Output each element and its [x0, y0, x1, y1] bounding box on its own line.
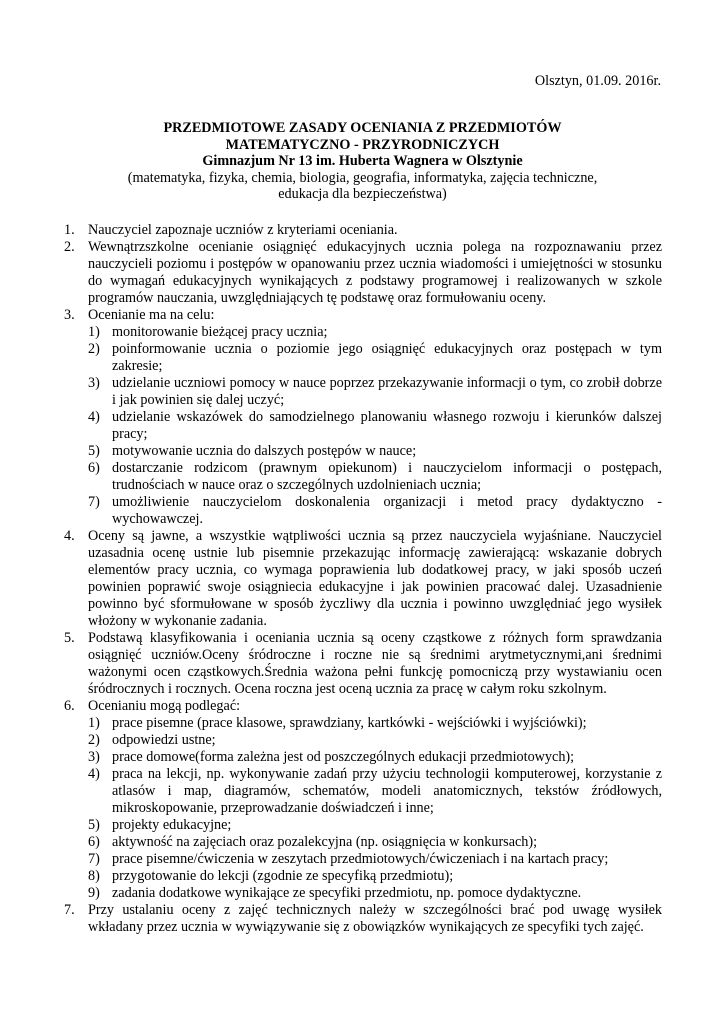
sub-list-number: 3): [88, 749, 100, 765]
sub-list-text: prace domowe(forma zależna jest od poszczególnych edukacji przedmiotowych);: [112, 749, 575, 765]
document-title: [0, 120, 725, 203]
sub-list-number: 9): [88, 885, 100, 901]
title-line-2: MATEMATYCZNO - PRZYRODNICZYCH: [225, 136, 500, 153]
sub-list-text: motywowanie ucznia do dalszych postępów w nauce;: [112, 443, 417, 459]
list-number: 2.: [64, 239, 75, 255]
sub-list-number: 2): [88, 732, 100, 748]
sub-list-number: 2): [88, 341, 100, 357]
sub-list-number: 5): [88, 817, 100, 833]
list-text: Podstawą klasyfikowania i oceniania ucznia są oceny cząstkowe z różnych form sprawdzania osiągnięć uczniów.Oceny śródroczne i roczne nie są średnimi arytmetycznymi,ani średnimi ważonymi ocen cząstkowych.Średnia ważona pełni funkcję pomocniczą przy wystawianiu ocen śródrocznych i rocznych. Ocena roczna jest oceną ucznia za pracę w całym roku szkolnym.: [88, 630, 662, 697]
sub-list-text: zadania dodatkowe wynikające ze specyfiki przedmiotu, np. pomoce dydaktyczne.: [112, 885, 582, 901]
list-number: 4.: [64, 528, 75, 544]
sub-list-item: [64, 834, 662, 851]
sub-list-number: 7): [88, 851, 100, 867]
list-item: [64, 698, 662, 715]
sub-list-item: [64, 341, 662, 375]
sub-list-number: 6): [88, 834, 100, 850]
sub-list-text: udzielanie wskazówek do samodzielnego planowaniu własnego rozwoju i kierunków dalszej pracy;: [112, 409, 662, 442]
sub-list-number: 4): [88, 409, 100, 425]
sub-list-number: 7): [88, 494, 100, 510]
sub-list-item: [64, 715, 662, 732]
sub-list-item: [64, 732, 662, 749]
list-number: 6.: [64, 698, 75, 714]
sub-list-text: aktywność na zajęciach oraz pozalekcyjna (np. osiągnięcia w konkursach);: [112, 834, 538, 850]
document-date: Olsztyn, 01.09. 2016r.: [534, 73, 661, 89]
sub-list-text: umożliwienie nauczycielom doskonalenia organizacji i metod pracy dydaktyczno - wychowawczej.: [112, 494, 662, 527]
sub-list-item: [64, 375, 662, 409]
sub-list-text: prace pisemne (prace klasowe, sprawdziany, kartkówki - wejściówki i wyjściówki);: [112, 715, 587, 731]
list-item: [64, 630, 662, 698]
list-number: 3.: [64, 307, 75, 323]
title-line-5: edukacja dla bezpieczeństwa): [278, 186, 447, 202]
list-text: Przy ustalaniu oceny z zajęć technicznych należy w szczególności brać pod uwagę wysiłek wkładany przez ucznia w wywiązywanie się z obowiązków wynikających ze specyfiki tych zajęć.: [88, 902, 662, 935]
list-number: 5.: [64, 630, 75, 646]
sub-list-text: monitorowanie bieżącej pracy ucznia;: [112, 324, 328, 340]
sub-list-item: [64, 409, 662, 443]
list-number: 1.: [64, 222, 75, 238]
title-line-4: (matematyka, fizyka, chemia, biologia, geografia, informatyka, zajęcia techniczne,: [127, 169, 598, 186]
document-body: [64, 222, 662, 936]
list-item: [64, 528, 662, 630]
sub-list-item: [64, 443, 662, 460]
sub-list-text: prace pisemne/ćwiczenia w zeszytach przedmiotowych/ćwiczeniach i na kartach pracy;: [112, 851, 609, 867]
list-number: 7.: [64, 902, 75, 918]
sub-list-text: odpowiedzi ustne;: [112, 732, 216, 748]
sub-list-item: [64, 324, 662, 341]
list-text: Oceny są jawne, a wszystkie wątpliwości ucznia są przez nauczyciela wyjaśniane. Nauczyciel uzasadnia ocenę ustnie lub pisemnie przekazując informację zawierającą: wskazanie dobrych elementów pracy ucznia, co wymaga poprawienia lub dodatkowej pracy, w jaki sposób uczeń powinien poprawić swoje osiągniecia edukacyjne i jak powinien pracować dalej. Uzasadnienie powinno być sformułowane w sposób życzliwy dla ucznia i powinno uwzględniać jego wysiłek włożony w wykonanie zadania.: [88, 528, 662, 629]
list-item: [64, 239, 662, 307]
sub-list-item: [64, 851, 662, 868]
sub-list-text: poinformowanie ucznia o poziomie jego osiągnięć edukacyjnych oraz postępach w tym zakresie;: [112, 341, 662, 374]
sub-list-number: 3): [88, 375, 100, 391]
list-text: Ocenianie ma na celu:: [88, 307, 215, 323]
sub-list-text: udzielanie uczniowi pomocy w nauce poprzez przekazywanie informacji o tym, co zrobił dobrze i jak powinien się dalej uczyć;: [112, 375, 662, 408]
sub-list-item: [64, 494, 662, 528]
sub-list-text: dostarczanie rodzicom (prawnym opiekunom) i nauczycielom informacji o postępach, trudnościach w nauce oraz o szczególnych uzdolnieniach ucznia;: [112, 460, 662, 493]
sub-list-item: [64, 868, 662, 885]
sub-list-item: [64, 460, 662, 494]
sub-list-text: projekty edukacyjne;: [112, 817, 232, 833]
list-text: Ocenianiu mogą podlegać:: [88, 698, 241, 714]
list-item: [64, 307, 662, 324]
sub-list-item: [64, 885, 662, 902]
sub-list-number: 1): [88, 715, 100, 731]
list-text: Nauczyciel zapoznaje uczniów z kryteriami oceniania.: [88, 222, 398, 238]
list-text: Wewnątrzszkolne ocenianie osiągnięć edukacyjnych ucznia polega na rozpoznawaniu przez nauczycieli poziomu i postępów w opanowaniu przez ucznia wiadomości i umiejętności w stosunku do wymagań edukacyjnych wynikających z podstawy programowej i realizowanych w szkole programów nauczania, uwzględniających tę podstawę oraz formułowaniu oceny.: [88, 239, 662, 306]
title-line-1: PRZEDMIOTOWE ZASADY OCENIANIA Z PRZEDMIOTÓW: [163, 120, 562, 136]
title-line-3: Gimnazjum Nr 13 im. Huberta Wagnera w Olsztynie: [202, 153, 523, 169]
sub-list-number: 6): [88, 460, 100, 476]
sub-list-text: praca na lekcji, np. wykonywanie zadań przy użyciu technologii komputerowej, korzystanie z atlasów i map, diagramów, schematów, modeli anatomicznych, tekstów źródłowych, mikroskopowanie, przeprowadzanie doświadczeń i inne;: [112, 766, 662, 816]
list-item: [64, 222, 662, 239]
sub-list-number: 1): [88, 324, 100, 340]
sub-list-item: [64, 817, 662, 834]
sub-list-number: 4): [88, 766, 100, 782]
list-item: [64, 902, 662, 936]
sub-list-item: [64, 766, 662, 817]
sub-list-text: przygotowanie do lekcji (zgodnie ze specyfiką przedmiotu);: [112, 868, 454, 884]
sub-list-number: 8): [88, 868, 100, 884]
sub-list-item: [64, 749, 662, 766]
sub-list-number: 5): [88, 443, 100, 459]
